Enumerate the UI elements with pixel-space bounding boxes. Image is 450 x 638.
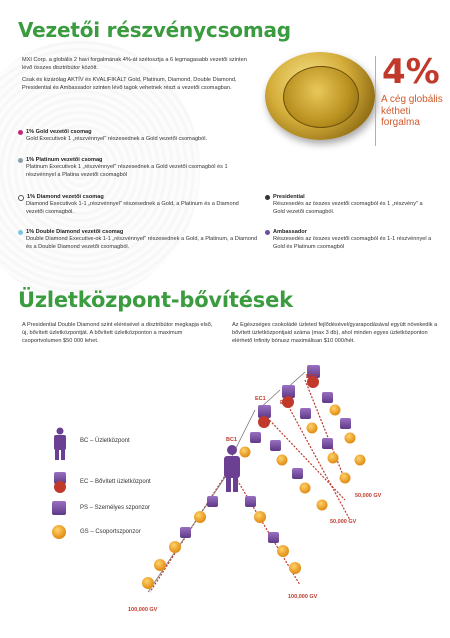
package-text: Double Diamond Executive-ok 1-1 „részvénnyel" részesednek a Gold, a Platinum, a Diamond és a Double Diamond vezetői csomagból.	[26, 236, 258, 250]
ec3-label: EC3	[306, 374, 317, 380]
bc1-label: BC1	[226, 437, 238, 443]
gv-label: 100,000 GV	[128, 607, 158, 613]
package-title: 1% Gold vezetői csomag	[26, 129, 92, 135]
gv-labels	[128, 493, 382, 613]
gv-label: 50,000 GV	[355, 493, 382, 499]
stat-label: A cég globális kétheti forgalma	[381, 94, 443, 128]
legend-gs: GS – Csoportszponzor	[80, 529, 141, 535]
legend-ps: PS – Személyes szponzor	[80, 505, 151, 511]
intro-paragraph-2: Csak és kizárólag AKTÍV és KVALIFIKÁLT Gold, Platinum, Diamond, Double Diamond, Presidential és Ambassador szinten lévő tagok vehetnek részt a vezetői csomagban.	[22, 77, 237, 91]
legend-ec-node-icon	[54, 472, 66, 493]
ec1-label: EC1	[255, 396, 266, 402]
intro-paragraph-1: MXI Corp. a globális 2 havi forgalmának 4%-át szétosztja a 6 legmagasabb vezetői szinten lévő összes disztribútor között.	[22, 57, 247, 71]
package-title: Presidential	[273, 194, 305, 200]
legend-bc: BC – Üzletközpont	[80, 438, 130, 444]
section2-right-text: Az Egészséges csokoládé üzleted fejlődésével/gyarapodásával együtt növekedik a bővített üzletközpontjaid száma (max 3 db), ahol minden egyes üzletközponton elérhető Infinity bónusz maximálisan $10 000/hét.	[232, 322, 438, 344]
ec3-node	[306, 365, 320, 388]
stat-value: 4%	[382, 52, 440, 92]
legend-person-icon	[54, 428, 66, 461]
ec2-label: EC2	[280, 400, 291, 406]
section-title-business-center: Üzletközpont-bővítések	[18, 288, 293, 312]
left-branch-nodes	[142, 496, 218, 589]
gv-label: 100,000 GV	[288, 594, 318, 600]
package-title: 1% Platinum vezetői csomag	[26, 157, 103, 163]
legend-ec: EC – Bővített üzletközpont	[80, 479, 151, 485]
package-text: Diamond Executivok 1-1 „részvénnyel" részesednek a Gold, a Platinum és a Diamond vezetői csomagból.	[26, 201, 239, 215]
legend-purple-square-icon	[52, 501, 66, 515]
package-title: 1% Double Diamond vezetői csomag	[26, 229, 124, 235]
tree-lines	[150, 380, 350, 592]
gv-label: 50,000 GV	[330, 519, 357, 525]
section-title-leadership-pool: Vezetői részvénycsomag	[18, 18, 291, 42]
package-text: Gold Executivok 1 „részvénnyel" részesednek a Gold vezetői csomagból.	[26, 136, 208, 143]
package-text: Platinum Executivok 1 „részvénnyel" részesednek a Gold vezetői csomagból és 1 részvénnyel a Platina vezetői csomagból	[26, 164, 228, 178]
legend-orange-circle-icon	[52, 525, 66, 539]
package-text: Részesedés az összes vezetői csomagból és 1 „részvény" a Gold vezetői csomagból.	[273, 201, 423, 215]
package-title: 1% Diamond vezetői csomag	[27, 194, 104, 200]
package-title: Ambassador	[273, 229, 307, 235]
section2-left-text: A Presidential Double Diamond szint elérésével a disztribútor megkapja első, új, bővített üzletközpontját. A bővített üzletközponton a maximum csoportvolumen $50 000 lehet.	[22, 322, 213, 344]
upper-branch-nodes	[300, 392, 366, 484]
ec2-node	[280, 385, 295, 408]
package-text: Részesedés az összes vezetői csomagból és 1-1 részvénnyel a Gold és Platinum csomagból	[273, 236, 432, 250]
